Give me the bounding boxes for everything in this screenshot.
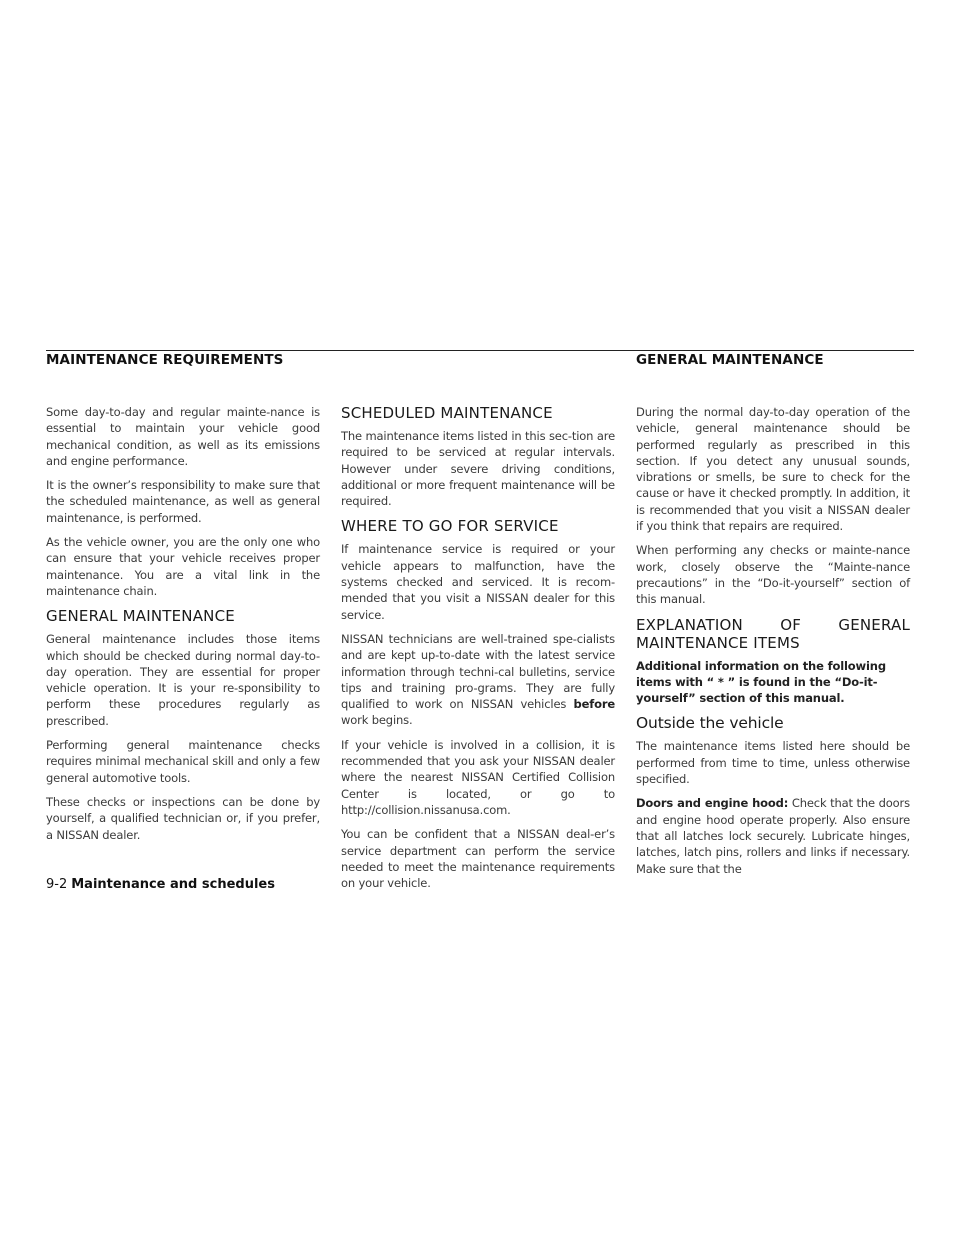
chapter-title: Maintenance and schedules [71, 877, 275, 892]
paragraph: During the normal day-to-day operation of the vehicle, general maintenance should be performed regularly as prescribed in this section. If you detect any unusual sounds, vibrations or smells, be sure to check for the cause or have it checked promptly. In addition, it is recommended that you visit a NISSAN dealer if you think that repairs are required. [636, 405, 910, 534]
bold-doors-hood: Doors and engine hood: [636, 796, 789, 811]
paragraph: It is the owner’s responsibility to make sure that the scheduled maintenance, as well as general maintenance, is performed. [46, 478, 320, 525]
paragraph: The maintenance items listed in this sec-tion are required to be serviced at regular intervals. However under severe driving conditions, additional or more frequent maintenance will be required. [341, 429, 615, 509]
subheading-where-to-go: WHERE TO GO FOR SERVICE [341, 517, 559, 536]
column-1 [46, 404, 320, 851]
paragraph: You can be confident that a NISSAN deal-er’s service department can perform the service needed to meet the maintenance requirements on your vehicle. [341, 827, 615, 891]
paragraph: The maintenance items listed here should be performed from time to time, unless otherwise specified. [636, 739, 910, 787]
subheading-general-maintenance: GENERAL MAINTENANCE [46, 607, 235, 626]
paragraph: General maintenance includes those items which should be checked during normal day-to-day operation. They are essential for proper vehicle operation. It is your re-sponsibility to perform these procedures regularly as prescribed. [46, 632, 320, 728]
paragraph: Some day-to-day and regular mainte-nance is essential to maintain your vehicle good mechanical condition, as well as its emissions and engine performance. [46, 405, 320, 468]
subheading-explanation: EXPLANATION OF GENERAL MAINTENANCE ITEMS [636, 615, 910, 652]
bold-before: before [573, 697, 615, 712]
paragraph: These checks or inspections can be done by yourself, a qualified technician or, if you prefer, a NISSAN dealer. [46, 794, 320, 842]
paragraph [341, 631, 615, 729]
paragraph-text: NISSAN technicians are well-trained spe-cialists and are kept up-to-date with the latest service information through techni-cal bulletins, service tips and training pro-grams. They are fully qualified to work on NISSAN vehicles [341, 631, 615, 712]
subheading-scheduled-maintenance: SCHEDULED MAINTENANCE [341, 404, 553, 422]
paragraph-text-end: work begins. [341, 713, 413, 728]
page-footer [46, 877, 275, 892]
paragraph: When performing any checks or mainte-nance work, closely observe the “Mainte-nance precautions” in the “Do-it-yourself” section of this manual. [636, 543, 910, 607]
paragraph: Performing general maintenance checks requires minimal mechanical skill and only a few general automotive tools. [46, 738, 320, 785]
paragraph: If maintenance service is required or your vehicle appears to malfunction, have the systems checked and serviced. It is recom-mended that you visit a NISSAN dealer for this service. [341, 542, 615, 622]
page-number: 9-2 [46, 877, 68, 892]
subheading-outside-vehicle: Outside the vehicle [636, 714, 784, 733]
paragraph: If your vehicle is involved in a collision, it is recommended that you ask your NISSAN dealer where the nearest NISSAN Certified Collision Center is located, or go to http://collision.nissanusa.com. [341, 737, 615, 817]
note-paragraph: Additional information on the following items with “ * ” is found in the “Do-it-yourself” section of this manual. [636, 658, 886, 706]
section-title-maintenance-requirements: MAINTENANCE REQUIREMENTS [46, 352, 284, 368]
header-rule [46, 350, 914, 351]
section-title-general-maintenance: GENERAL MAINTENANCE [636, 352, 824, 368]
paragraph [636, 795, 910, 876]
column-2 [341, 404, 615, 899]
paragraph: As the vehicle owner, you are the only one who can ensure that your vehicle receives proper maintenance. You are a vital link in the maintenance chain. [46, 535, 320, 598]
column-3 [636, 404, 910, 885]
paragraph-text: Check that the doors and engine hood operate properly. Also ensure that all latches lock securely. Lubricate hinges, latches, latch pins, rollers and links if necessary. Make sure that the [636, 796, 910, 876]
